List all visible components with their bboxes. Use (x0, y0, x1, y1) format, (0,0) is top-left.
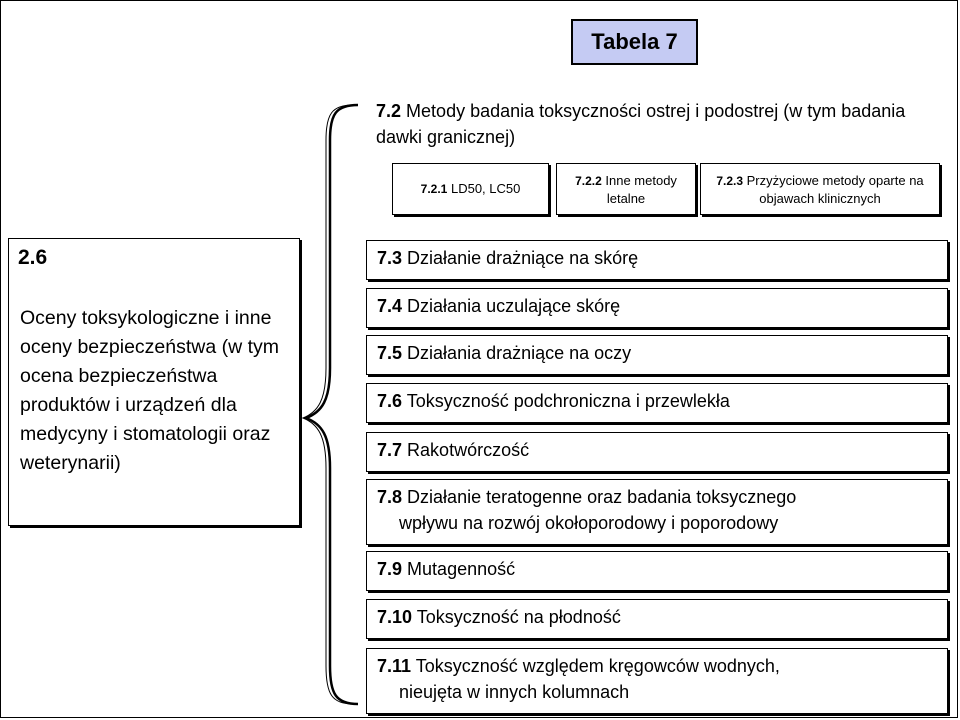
item-text: Toksyczność podchroniczna i przewlekła (406, 391, 730, 411)
category-number: 2.6 (18, 246, 48, 269)
subcategory-number: 7.2.1 (420, 182, 448, 196)
subcategory-box-1 (392, 163, 549, 215)
item-text-continuation: wpływu na rozwój okołoporodowy i poporodowy (399, 513, 779, 533)
list-item-7-10 (366, 599, 948, 639)
main-heading-number: 7.2 (376, 101, 402, 121)
item-number: 7.6 (377, 391, 403, 411)
subcategory-box-2 (556, 163, 696, 215)
subcategory-text: Inne metody letalne (605, 172, 677, 206)
subcategory-text: LD50, LC50 (450, 181, 521, 196)
subcategory-text: Przyżyciowe metody oparte na objawach klinicznych (746, 172, 924, 206)
list-item-7-6 (366, 383, 948, 423)
item-text: Działanie teratogenne oraz badania toksycznego (407, 487, 797, 507)
list-item-7-4 (366, 288, 948, 328)
item-text: Działania drażniące na oczy (407, 343, 632, 363)
item-text: Toksyczność względem kręgowców wodnych, (415, 656, 780, 676)
item-text: Działanie drażniące na skórę (407, 248, 639, 268)
list-item-7-5 (366, 335, 948, 375)
item-number: 7.11 (377, 656, 412, 676)
item-text: Mutagenność (407, 559, 516, 579)
curly-brace (300, 100, 370, 712)
category-text: Oceny toksykologiczne i inne oceny bezpieczeństwa (w tym ocena bezpieczeństwa produktów i urządzeń dla medycyny i stomatologii oraz weterynarii) (20, 307, 280, 474)
item-text: Rakotwórczość (407, 440, 530, 460)
main-heading (376, 98, 946, 150)
table-title-label: Tabela 7 (591, 29, 678, 54)
item-number: 7.10 (377, 607, 413, 627)
main-heading-text: Metody badania toksyczności ostrej i podostrej (w tym badania dawki granicznej) (376, 101, 906, 147)
item-number: 7.4 (377, 296, 403, 316)
subcategory-box-3 (700, 163, 940, 215)
item-text-continuation: nieujęta w innych kolumnach (399, 682, 630, 702)
item-number: 7.3 (377, 248, 403, 268)
item-text: Toksyczność na płodność (416, 607, 621, 627)
item-number: 7.8 (377, 487, 403, 507)
item-text: Działania uczulające skórę (407, 296, 621, 316)
list-item-7-11 (366, 648, 948, 714)
subcategory-number: 7.2.2 (575, 173, 602, 188)
item-number: 7.9 (377, 559, 403, 579)
list-item-7-7 (366, 432, 948, 472)
list-item-7-8 (366, 479, 948, 545)
item-number: 7.7 (377, 440, 403, 460)
list-item-7-9 (366, 551, 948, 591)
list-item-7-3 (366, 240, 948, 280)
table-title (571, 19, 698, 65)
subcategory-number: 7.2.3 (716, 173, 744, 188)
item-number: 7.5 (377, 343, 403, 363)
